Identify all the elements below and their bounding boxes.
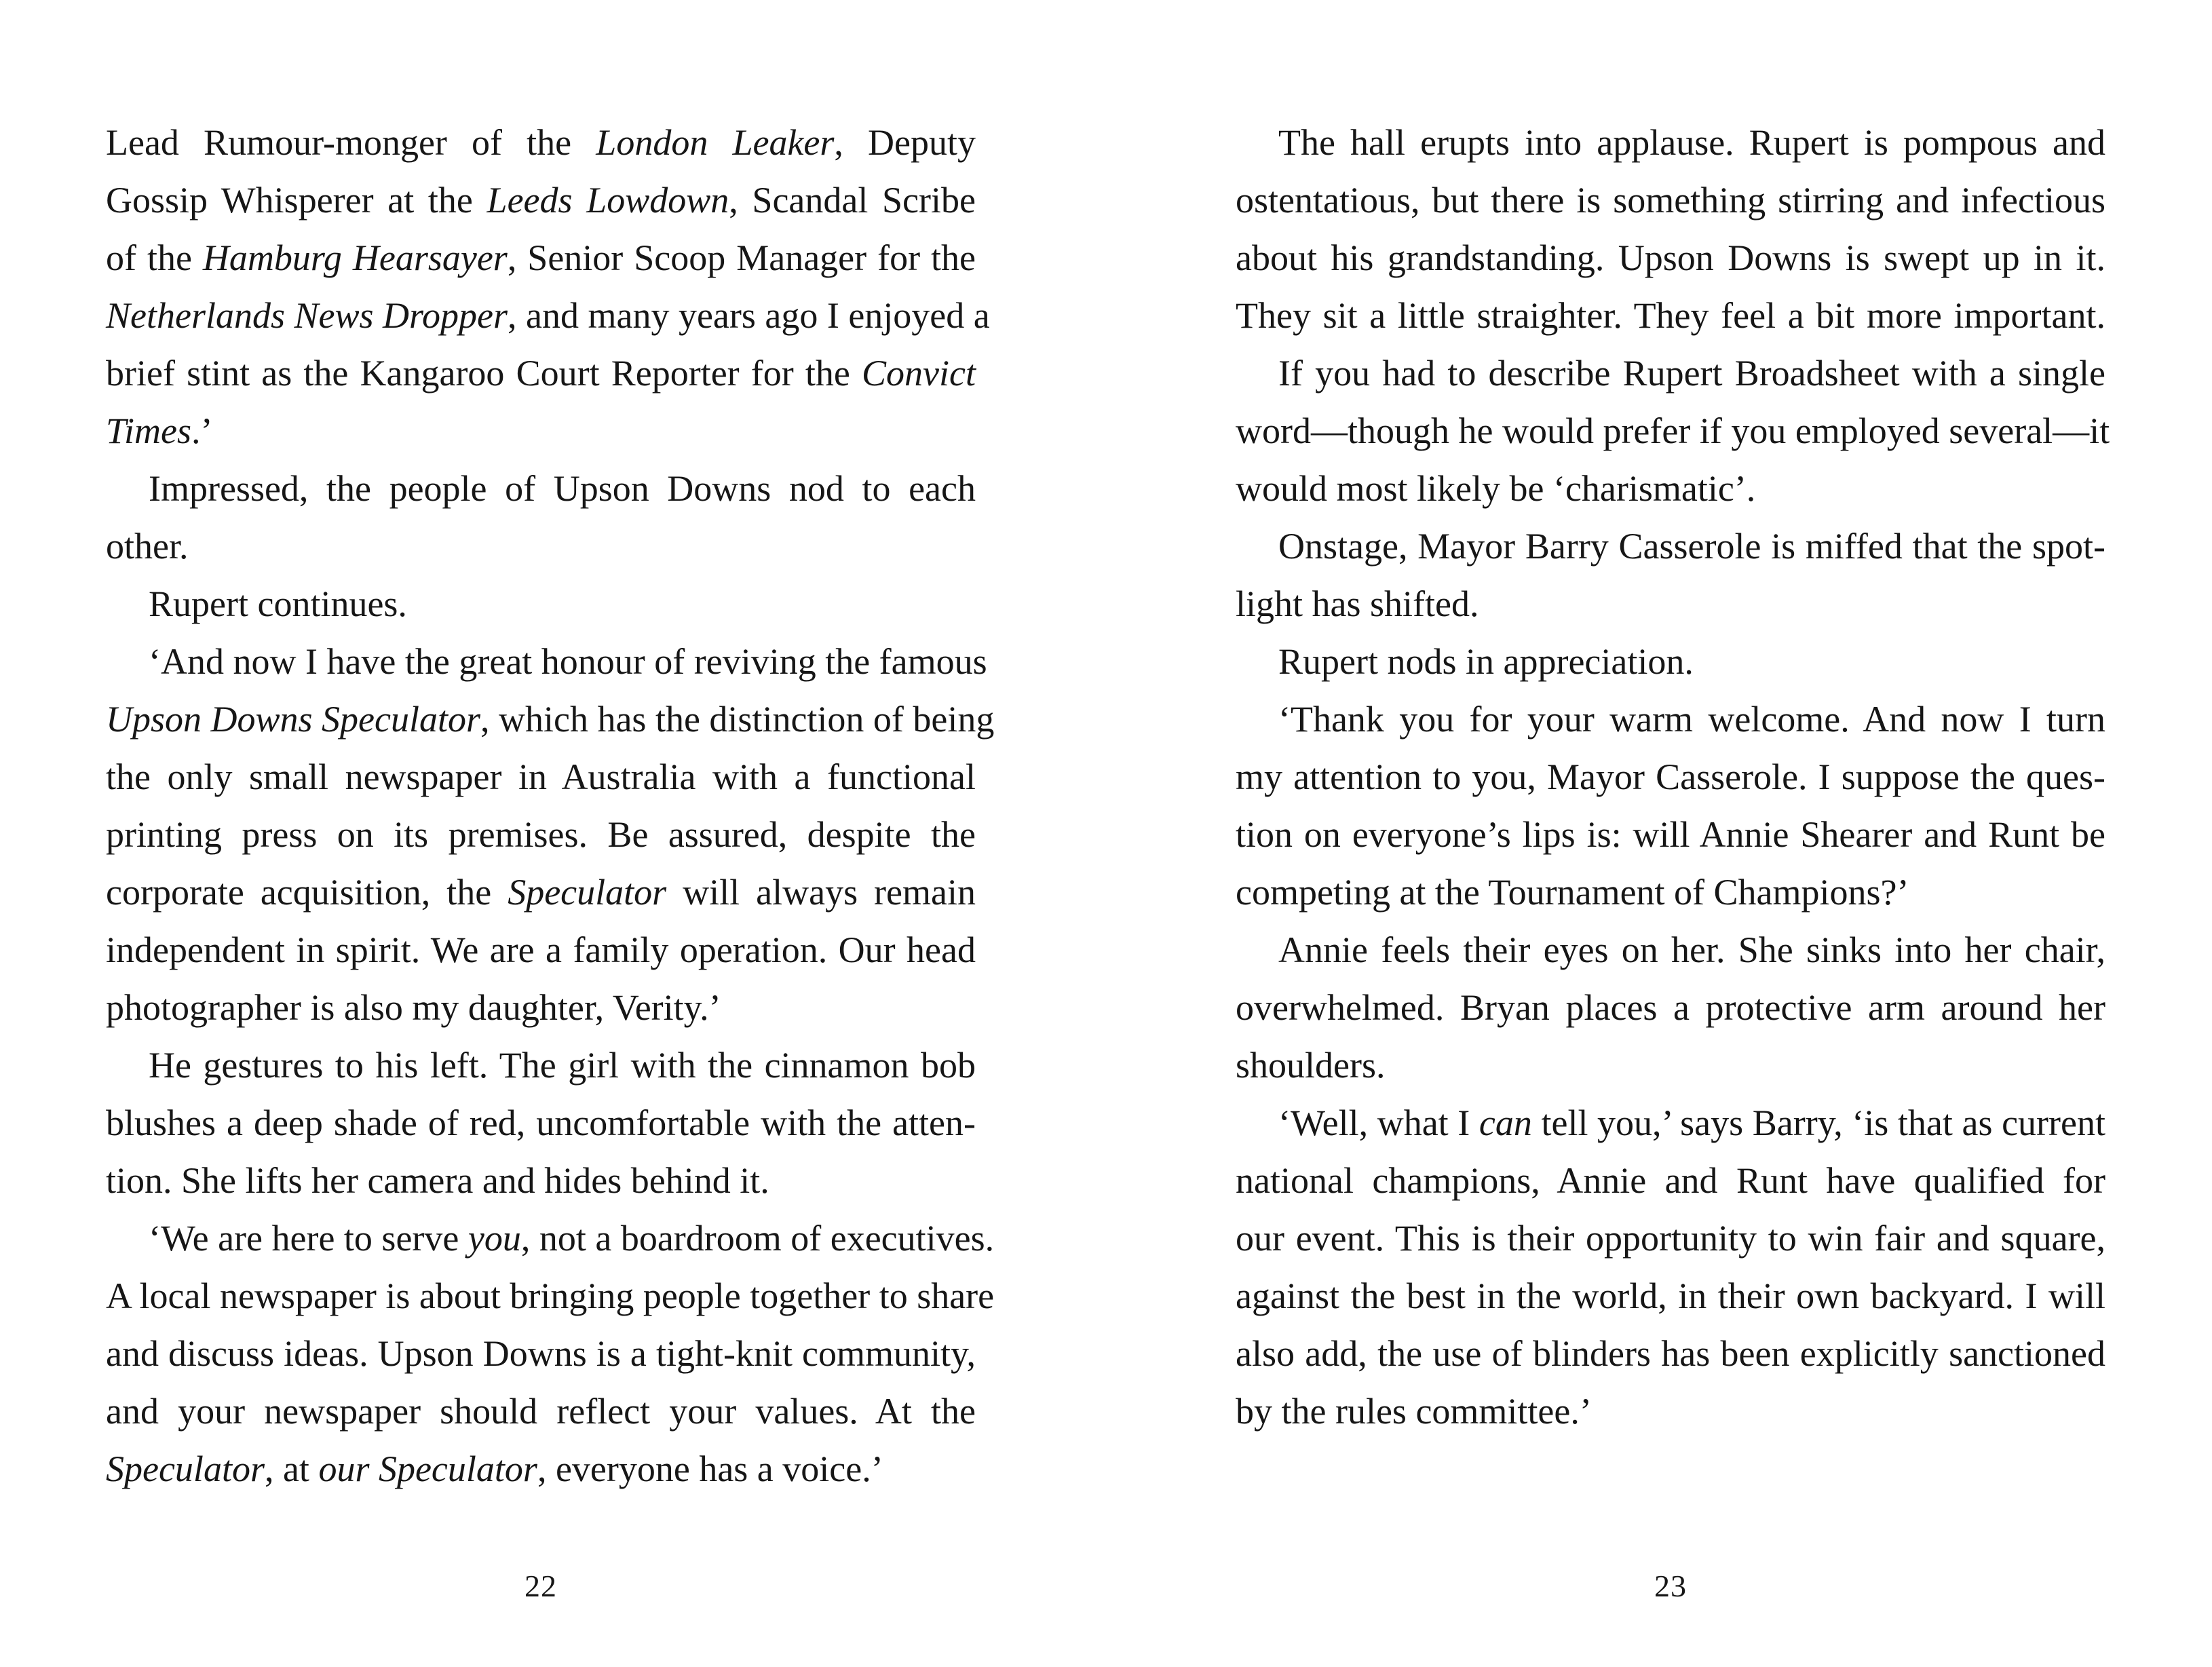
text-line <box>106 633 987 691</box>
text-line <box>1236 1267 2105 1325</box>
text-segment: If you had to describe Rupert Broadsheet with a single <box>1278 353 2105 394</box>
text-line <box>106 229 976 287</box>
italic-text-segment: Convict <box>862 353 976 394</box>
italic-text-segment: our Speculator <box>318 1449 537 1489</box>
text-segment: blushes a deep shade of red, uncomfortable with the atten- <box>106 1103 976 1143</box>
text-segment: overwhelmed. Bryan places a protective arm around her <box>1236 987 2105 1028</box>
text-line <box>1236 402 2110 460</box>
text-segment: , not a boardroom of executives. <box>520 1218 995 1259</box>
italic-text-segment: Upson Downs Speculator <box>106 699 480 740</box>
text-line <box>1236 1325 2105 1383</box>
text-line <box>106 691 995 748</box>
text-segment: .’ <box>191 410 213 451</box>
text-line <box>106 518 976 575</box>
italic-text-segment: Leeds Lowdown <box>487 180 729 221</box>
text-segment: Rupert nods in appreciation. <box>1278 641 1694 682</box>
text-line <box>106 1440 976 1498</box>
text-line <box>1236 921 2105 979</box>
italic-text-segment: London Leaker <box>596 122 835 163</box>
text-segment: would most likely be ‘charismatic’. <box>1236 468 1756 509</box>
text-line <box>1236 460 2105 518</box>
text-line <box>106 345 976 402</box>
text-line <box>106 979 976 1037</box>
italic-text-segment: Times <box>106 410 192 451</box>
text-line <box>106 1325 976 1383</box>
italic-text-segment: Hamburg Hearsayer <box>202 237 508 278</box>
text-segment: , at <box>264 1449 319 1489</box>
right-page-number: 23 <box>1654 1569 1687 1603</box>
text-segment: ‘We are here to serve <box>149 1218 468 1259</box>
text-segment: against the best in the world, in their own backyard. I will <box>1236 1276 2105 1316</box>
text-line <box>1236 864 2105 921</box>
text-line <box>106 460 976 518</box>
text-line <box>1236 633 2105 691</box>
italic-text-segment: you <box>468 1218 521 1259</box>
text-segment: tion. She lifts her camera and hides behind it. <box>106 1160 769 1201</box>
text-segment: photographer is also my daughter, Verity.’ <box>106 987 721 1028</box>
text-segment: light has shifted. <box>1236 583 1479 624</box>
text-line <box>106 1094 976 1152</box>
text-segment: about his grandstanding. Upson Downs is swept up in it. <box>1236 237 2105 278</box>
text-segment: other. <box>106 526 189 567</box>
text-line <box>1236 979 2105 1037</box>
italic-text-segment: Speculator <box>508 872 667 913</box>
text-segment: The hall erupts into applause. Rupert is pompous and <box>1278 122 2105 163</box>
text-segment: Impressed, the people of Upson Downs nod to each <box>149 468 976 509</box>
text-segment: also add, the use of blinders has been explicitly sanctioned <box>1236 1333 2105 1374</box>
text-line <box>1236 1094 2105 1152</box>
text-line <box>1236 229 2105 287</box>
text-segment: brief stint as the Kangaroo Court Reporter for the <box>106 353 862 394</box>
text-segment: , Deputy <box>834 122 976 163</box>
text-segment: , and many years ago I enjoyed a <box>508 295 990 336</box>
text-segment: and discuss ideas. Upson Downs is a tight-knit community, <box>106 1333 976 1374</box>
text-line <box>106 1267 995 1325</box>
text-segment: They sit a little straighter. They feel a bit more important. <box>1236 295 2105 336</box>
text-line <box>106 748 976 806</box>
text-segment: ‘Well, what I <box>1278 1103 1479 1143</box>
text-line <box>1236 287 2105 345</box>
text-segment: ‘Thank you for your warm welcome. And now I turn <box>1278 699 2105 740</box>
text-line <box>1236 748 2105 806</box>
italic-text-segment: Speculator <box>106 1449 265 1489</box>
text-line <box>1236 1037 2105 1094</box>
text-segment: , everyone has a voice.’ <box>537 1449 883 1489</box>
text-segment: national champions, Annie and Runt have qualified for <box>1236 1160 2105 1201</box>
text-segment: competing at the Tournament of Champions?’ <box>1236 872 1909 913</box>
text-line <box>1236 345 2105 402</box>
text-line <box>1236 1210 2105 1267</box>
text-line <box>106 114 976 172</box>
text-segment: my attention to you, Mayor Casserole. I suppose the ques- <box>1236 756 2105 797</box>
right-page <box>1106 0 2212 1667</box>
text-segment: ‘And now I have the great honour of reviving the famous <box>149 641 987 682</box>
text-segment: , Scandal Scribe <box>729 180 976 221</box>
text-line <box>1236 518 2105 575</box>
text-line <box>106 575 976 633</box>
text-segment: ostentatious, but there is something stirring and infectious <box>1236 180 2105 221</box>
text-line <box>106 1037 976 1094</box>
text-segment: , which has the distinction of being <box>480 699 995 740</box>
text-line <box>106 806 976 864</box>
text-segment: A local newspaper is about bringing people together to share <box>106 1276 995 1316</box>
text-line <box>1236 691 2105 748</box>
text-segment: word—though he would prefer if you employed several—it <box>1236 410 2110 451</box>
text-segment: by the rules committee.’ <box>1236 1391 1592 1432</box>
text-segment: Gossip Whisperer at the <box>106 180 487 221</box>
italic-text-segment: Netherlands News Dropper <box>106 295 508 336</box>
text-segment: He gestures to his left. The girl with the cinnamon bob <box>149 1045 976 1086</box>
text-segment: printing press on its premises. Be assured, despite the <box>106 814 976 855</box>
text-line <box>106 1152 976 1210</box>
text-segment: our event. This is their opportunity to win fair and square, <box>1236 1218 2105 1259</box>
text-line <box>1236 575 2105 633</box>
text-line <box>106 864 976 921</box>
text-segment: , Senior Scoop Manager for the <box>507 237 976 278</box>
text-line <box>106 172 976 229</box>
italic-text-segment: can <box>1479 1103 1532 1143</box>
left-page-number: 22 <box>525 1569 557 1603</box>
text-line <box>106 287 990 345</box>
text-segment: will always remain <box>666 872 976 913</box>
text-line <box>1236 1383 2105 1440</box>
text-segment: Rupert continues. <box>149 583 407 624</box>
text-segment: and your newspaper should reflect your values. At the <box>106 1391 976 1432</box>
text-line <box>106 1383 976 1440</box>
text-segment: corporate acquisition, the <box>106 872 508 913</box>
text-segment: the only small newspaper in Australia with a functional <box>106 756 976 797</box>
text-line <box>1236 172 2105 229</box>
text-line <box>1236 114 2105 172</box>
text-segment: tell you,’ says Barry, ‘is that as current <box>1531 1103 2105 1143</box>
left-page-text-block <box>106 114 995 1498</box>
text-segment: Lead Rumour-monger of the <box>106 122 596 163</box>
text-line <box>1236 1152 2105 1210</box>
text-line <box>106 402 976 460</box>
text-segment: independent in spirit. We are a family operation. Our head <box>106 930 976 970</box>
text-line <box>106 921 976 979</box>
right-page-text-block <box>1236 114 2110 1440</box>
text-segment: shoulders. <box>1236 1045 1386 1086</box>
text-line <box>106 1210 995 1267</box>
text-segment: of the <box>106 237 203 278</box>
text-segment: Annie feels their eyes on her. She sinks into her chair, <box>1278 930 2105 970</box>
text-segment: tion on everyone’s lips is: will Annie Shearer and Runt be <box>1236 814 2105 855</box>
text-line <box>1236 806 2105 864</box>
text-segment: Onstage, Mayor Barry Casserole is miffed that the spot- <box>1278 526 2105 567</box>
